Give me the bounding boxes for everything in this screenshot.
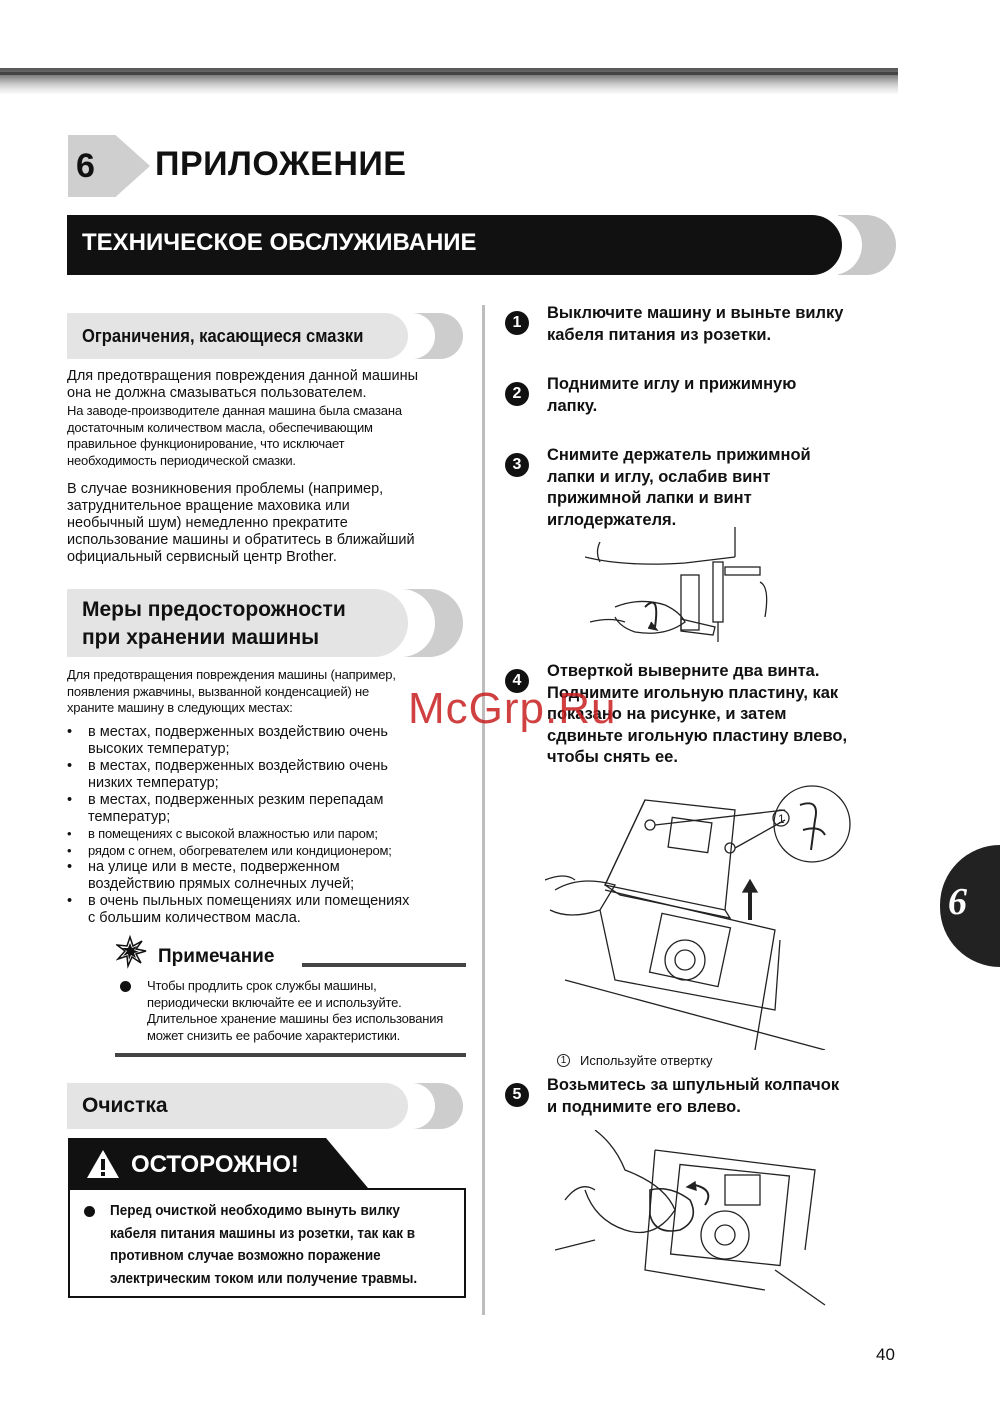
text-line: • в местах, подверженных воздействию очень xyxy=(88,724,388,740)
text-line: она не должна смазываться пользователем. xyxy=(67,385,367,401)
text-line: Для предотвращения повреждения данной машины xyxy=(67,368,419,384)
text-line: официальный сервисный центр Brother. xyxy=(67,549,337,565)
list-item xyxy=(66,758,471,792)
note-title-rule xyxy=(302,963,466,967)
text-line: • в очень пыльных помещениях или помещениях xyxy=(88,893,410,909)
text-line: Чтобы продлить срок службы машины, xyxy=(147,978,377,993)
caution-title: ОСТОРОЖНО! xyxy=(131,1151,299,1178)
section-title: ТЕХНИЧЕСКОЕ ОБСЛУЖИВАНИЕ xyxy=(82,229,477,256)
text-line: кабеля питания машины из розетки, так как в xyxy=(110,1224,416,1242)
step-number-1: 1 xyxy=(505,311,529,335)
list-item xyxy=(66,792,471,826)
warning-triangle-icon xyxy=(86,1148,120,1185)
text-line: и поднимите его влево. xyxy=(547,1097,741,1116)
text-line: иглодержателя. xyxy=(547,510,677,529)
text-line: Выключите машину и выньте вилку xyxy=(547,304,844,322)
text-line: достаточным количеством масла, обеспечивающим xyxy=(67,419,373,435)
needle-plate-illustration xyxy=(545,780,855,1055)
text-line: Снимите держатель прижимной xyxy=(547,446,811,464)
chapter-title: ПРИЛОЖЕНИЕ xyxy=(155,145,407,183)
text-line: • в местах, подверженных резким перепадам xyxy=(88,792,384,808)
text-line: необходимость периодической смазки. xyxy=(67,452,296,468)
text-line: с большим количеством масла. xyxy=(88,910,301,926)
list-item xyxy=(66,859,471,893)
storage-heading xyxy=(82,596,346,652)
step-5-text xyxy=(547,1075,839,1118)
note-text xyxy=(147,978,467,1044)
text-line: лапки и иглу, ослабив винт xyxy=(547,467,771,486)
text-line: затруднительное вращение маховика или xyxy=(67,498,350,514)
text-line: • в помещениях с высокой влажностью или паром; xyxy=(88,826,378,841)
svg-text:1: 1 xyxy=(778,812,785,826)
text-line: электрическим током или получение травмы. xyxy=(110,1269,418,1287)
callout-marker: 1 xyxy=(557,1054,570,1067)
text-line: появления ржавчины, вызванной конденсацией) не xyxy=(67,683,370,699)
text-line: правильное функционирование, что исключает xyxy=(67,436,345,451)
step-1-text xyxy=(547,303,843,346)
text-line: противном случае возможно поражение xyxy=(110,1247,381,1264)
header-line xyxy=(0,72,898,75)
text-line: сдвиньте игольную пластину влево, xyxy=(547,726,848,745)
text-line: Отверткой выверните два винта. xyxy=(547,662,820,680)
lubrication-paragraph-2 xyxy=(67,403,467,469)
text-line: • в местах, подверженных воздействию очень xyxy=(88,758,388,774)
text-line: Возьмитесь за шпульный колпачок xyxy=(547,1076,840,1094)
presser-foot-illustration xyxy=(585,527,775,652)
text-line: чтобы снять ее. xyxy=(547,748,678,766)
text-line: лапку. xyxy=(547,396,598,415)
cleaning-heading: Очистка xyxy=(82,1094,168,1117)
text-line: На заводе-производителе данная машина была смазана xyxy=(67,403,402,418)
text-line: необычный шум) немедленно прекратите xyxy=(67,515,348,531)
page-number: 40 xyxy=(876,1345,895,1364)
watermark-text: McGrp.Ru xyxy=(408,684,617,733)
caution-bullet xyxy=(84,1206,95,1217)
text-line: может снизить ее рабочие характеристики. xyxy=(147,1027,401,1043)
note-bottom-rule xyxy=(115,1053,466,1057)
text-line: Перед очисткой необходимо вынуть вилку xyxy=(110,1202,400,1219)
text-line: • рядом с огнем, обогревателем или кондиционером; xyxy=(88,842,392,858)
storage-bullet-list xyxy=(66,724,471,927)
text-line: воздействию прямых солнечных лучей; xyxy=(88,876,355,892)
heading-line: при хранении машины xyxy=(82,626,320,649)
note-title: Примечание xyxy=(158,946,275,967)
step-number-3: 3 xyxy=(505,453,529,477)
step-number-4: 4 xyxy=(505,669,529,693)
text-line: высоких температур; xyxy=(88,741,230,757)
step-number-5: 5 xyxy=(505,1083,529,1107)
lubrication-paragraph-3 xyxy=(67,481,467,566)
text-line: • на улице или в месте, подверженном xyxy=(88,859,340,875)
step-number-2: 2 xyxy=(505,382,529,406)
list-item xyxy=(66,826,471,843)
text-line: показано на рисунке, и затем xyxy=(547,705,787,723)
list-item xyxy=(66,843,471,860)
text-line: Поднимите игольную пластину, как xyxy=(547,683,839,702)
figure-caption: Используйте отвертку xyxy=(580,1053,713,1068)
step-3-text xyxy=(547,445,811,531)
lubrication-heading: Ограничения, касающиеся смазки xyxy=(82,326,364,346)
storage-intro xyxy=(67,667,467,717)
lubrication-paragraph-1 xyxy=(67,368,467,402)
chapter-number: 6 xyxy=(76,147,95,185)
column-divider xyxy=(482,305,485,1315)
text-line: периодически включайте ее и используйте. xyxy=(147,994,402,1010)
text-line: храните машину в следующих местах: xyxy=(67,700,293,715)
note-icon xyxy=(116,935,154,974)
text-line: использование машины и обратитесь в ближайший xyxy=(67,532,415,548)
text-line: Для предотвращения повреждения машины (например, xyxy=(67,667,396,682)
bobbin-case-illustration xyxy=(555,1130,835,1315)
text-line: прижимной лапки и винт xyxy=(547,489,752,507)
text-line: температур; xyxy=(88,809,171,825)
side-tab-number: 6 xyxy=(948,881,967,923)
text-line: кабеля питания из розетки. xyxy=(547,325,772,344)
text-line: Длительное хранение машины без использования xyxy=(147,1011,444,1026)
heading-line: Меры предосторожности xyxy=(82,598,346,621)
text-line: В случае возникновения проблемы (например, xyxy=(67,481,384,497)
note-bullet xyxy=(120,981,131,992)
step-2-text xyxy=(547,374,796,417)
text-line: Поднимите иглу и прижимную xyxy=(547,375,797,393)
text-line: низких температур; xyxy=(88,775,219,791)
list-item xyxy=(66,893,471,927)
caution-text xyxy=(110,1200,421,1290)
